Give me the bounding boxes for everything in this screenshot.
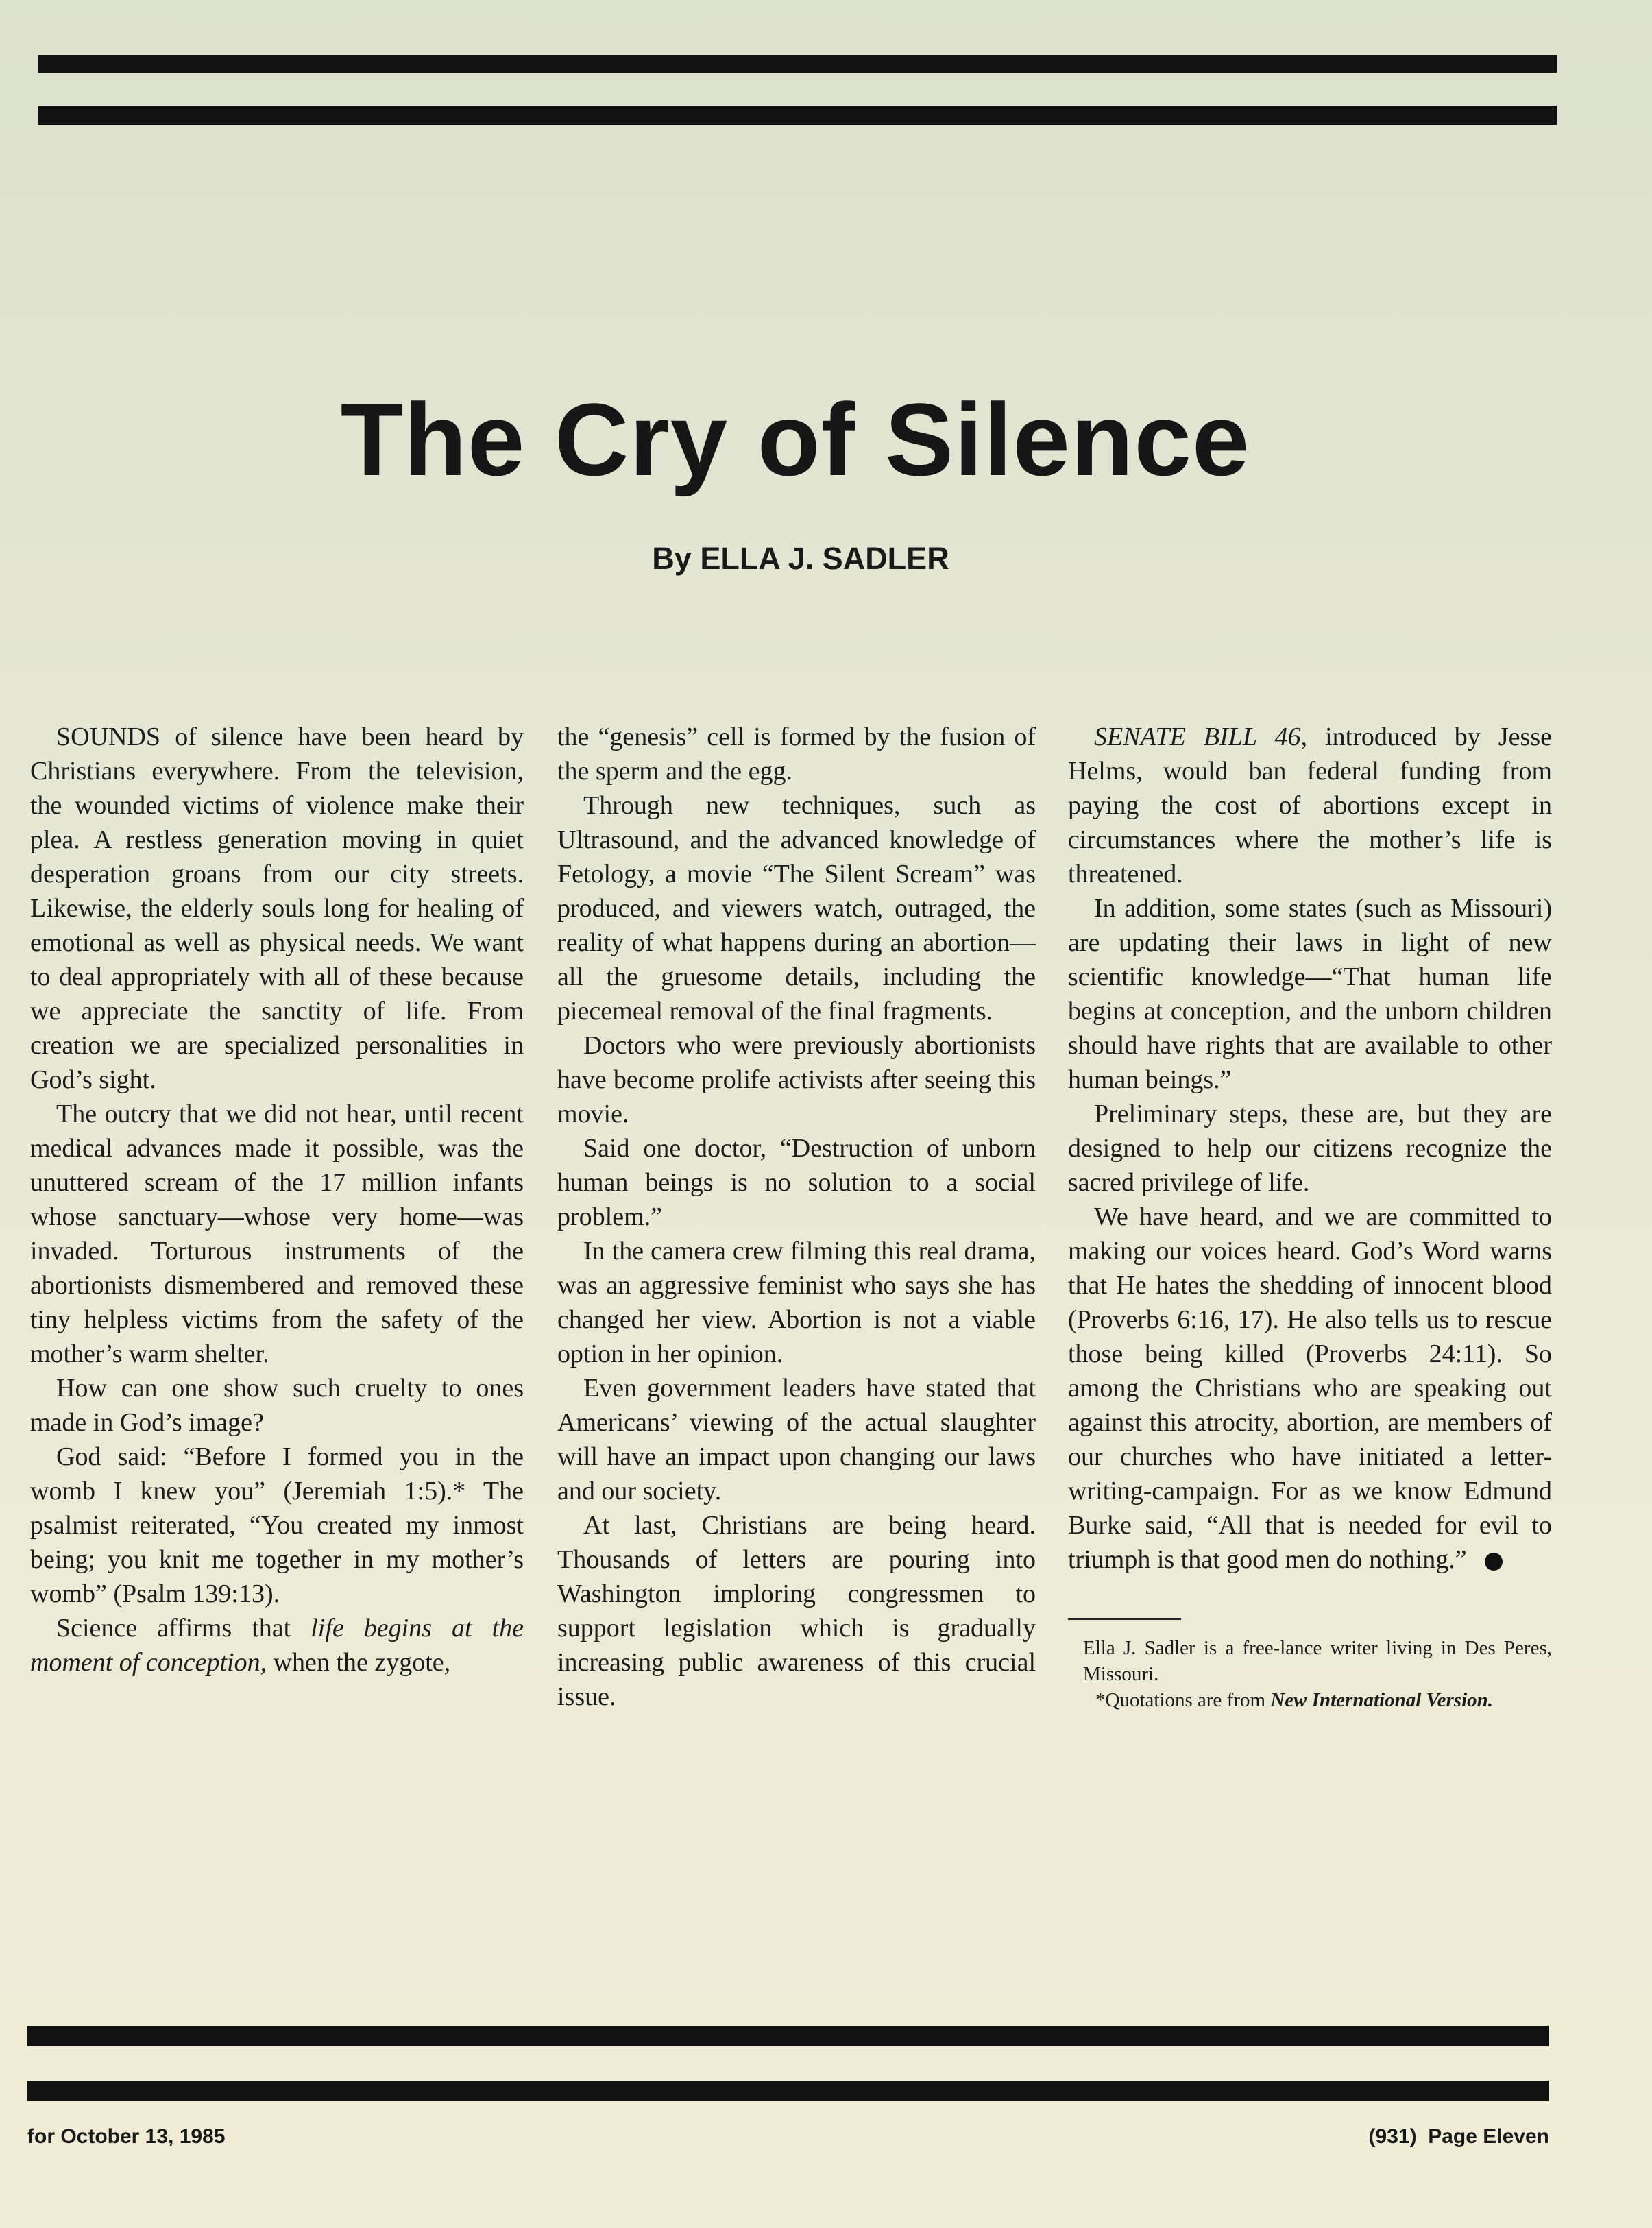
article-byline: By ELLA J. SADLER [652, 541, 949, 576]
paragraph: SOUNDS of silence have been heard by Christians everywhere. From the television, the wounded victims of violence make their plea. A restless generation moving in quiet desperation groans from our city streets. Likewise, the elderly souls long for healing of emotional as well as physical needs. We want to deal appropriately with all of these because we appreciate the sanctity of life. From creation we are specialized personalities in God’s sight. [30, 723, 524, 1094]
paragraph-text: when the zygote, [267, 1648, 451, 1677]
author-note: Ella J. Sadler is a free-lance writer living in Des Peres, Missouri. [1083, 1637, 1552, 1685]
paragraph [1068, 1200, 1552, 1577]
footer-date: for October 13, 1985 [27, 2125, 226, 2148]
footnote-divider [1068, 1618, 1181, 1620]
version-title: New International Version. [1270, 1689, 1494, 1711]
article-column-3 [1068, 720, 1552, 1713]
paragraph: At last, Christians are being heard. Thousands of letters are pouring into Washington imploring congressmen to support legislation which is gradually increasing public awareness of this crucial issue. [557, 1511, 1036, 1711]
paragraph: Preliminary steps, these are, but they are designed to help our citizens recognize the sacred privilege of life. [1068, 1100, 1552, 1197]
paragraph: The outcry that we did not hear, until recent medical advances made it possible, was the unuttered scream of the 17 million infants whose sanctuary—whose very home—was invaded. Torturous instruments of the abortionists dismembered and removed these tiny helpless victims from the safety of the mother’s warm shelter. [30, 1100, 524, 1368]
end-mark-icon [1485, 1553, 1503, 1571]
paragraph: In the camera crew filming this real drama, was an aggressive feminist who says she has changed her view. Abortion is not a viable option in her opinion. [557, 1237, 1036, 1368]
paragraph: God said: “Before I formed you in the womb I knew you” (Jeremiah 1:5).* The psalmist reiterated, “You created my inmost being; you knit me together in my mother’s womb” (Psalm 139:13). [30, 1442, 524, 1608]
paragraph: Said one doctor, “Destruction of unborn human beings is no solution to a social problem.” [557, 1134, 1036, 1231]
paragraph: Through new techniques, such as Ultrasound, and the advanced knowledge of Fetology, a movie “The Silent Scream” was produced, and viewers watch, outraged, the reality of what happens during an abortion—all the gruesome details, including the piecemeal removal of the final fragments. [557, 791, 1036, 1026]
paragraph: the “genesis” cell is formed by the fusion of the sperm and the egg. [557, 723, 1036, 786]
paragraph: Doctors who were previously abortionists have become prolife activists after seeing this movie. [557, 1031, 1036, 1128]
footer-page-number: (931) Page Eleven [1368, 2125, 1549, 2148]
footnotes [1083, 1635, 1552, 1713]
paragraph-text: introduced by Jesse Helms, would ban federal funding from paying the cost of abortions except in circumstances where the mother’s life is threatened. [1068, 723, 1552, 888]
article-column-1 [30, 720, 524, 1680]
quotation-note [1083, 1687, 1552, 1713]
paragraph-text: Science affirms that [56, 1614, 311, 1643]
emphasis-text: life begins at the moment of conception, [30, 1614, 524, 1677]
paragraph [30, 1611, 524, 1680]
emphasis-text: SENATE BILL 46, [1094, 723, 1307, 751]
paragraph [1068, 720, 1552, 891]
paragraph: Even government leaders have stated that Americans’ viewing of the actual slaughter will have an impact upon changing our laws and our society. [557, 1374, 1036, 1505]
article-title: The Cry of Silence [340, 382, 1250, 497]
paragraph-text: We have heard, and we are committed to making our voices heard. God’s Word warns that He hates the shedding of innocent blood (Proverbs 6:16, 17). He also tells us to rescue those being killed (Proverbs 24:11). So among the Christians who are speaking out against this atrocity, abortion, are members of our churches who have initiated a letter-writing-campaign. For as we know Edmund Burke said, “All that is needed for evil to triumph is that good men do nothing.” [1068, 1202, 1552, 1574]
quotation-note-text: *Quotations are from [1095, 1689, 1271, 1711]
paragraph: How can one show such cruelty to ones made in God’s image? [30, 1374, 524, 1437]
article-column-2 [557, 720, 1036, 1714]
top-rule-upper [38, 55, 1557, 73]
paragraph: In addition, some states (such as Missouri) are updating their laws in light of new scientific knowledge—“That human life begins at conception, and the unborn children should have rights that are available to other human beings.” [1068, 894, 1552, 1094]
top-rule-lower [38, 106, 1557, 125]
bottom-rule-upper [27, 2026, 1549, 2046]
bottom-rule-lower [27, 2081, 1549, 2101]
